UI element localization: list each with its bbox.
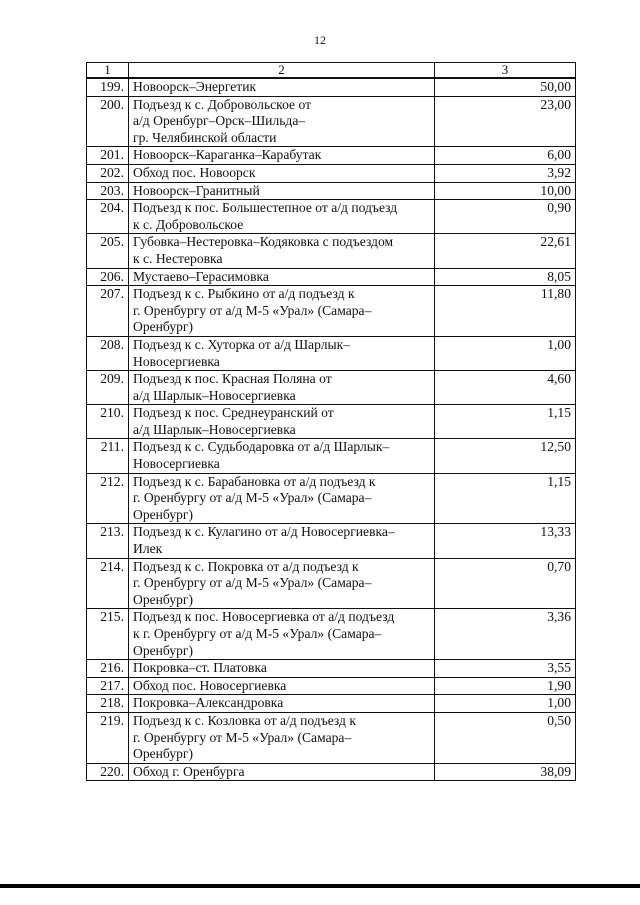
road-name-line: Новосергиевка bbox=[133, 456, 220, 472]
row-number: 219. bbox=[87, 712, 129, 763]
road-name-line: Подъезд к с. Рыбкино от а/д подъезд к bbox=[133, 286, 355, 302]
road-name-line: Новоорск–Гранитный bbox=[133, 182, 260, 198]
road-name bbox=[129, 763, 435, 781]
road-length: 3,92 bbox=[435, 164, 576, 182]
table-row bbox=[87, 96, 576, 147]
road-name-line: а/д Шарлык–Новосергиевка bbox=[133, 387, 296, 403]
row-number: 216. bbox=[87, 660, 129, 678]
table-row bbox=[87, 439, 576, 473]
road-name-line: Подъезд к пос. Среднеуранский от bbox=[133, 405, 334, 421]
road-name bbox=[129, 164, 435, 182]
road-name bbox=[129, 695, 435, 713]
row-number: 218. bbox=[87, 695, 129, 713]
row-number: 212. bbox=[87, 473, 129, 524]
road-length: 13,33 bbox=[435, 524, 576, 558]
table-row bbox=[87, 695, 576, 713]
row-number: 220. bbox=[87, 763, 129, 781]
row-number: 200. bbox=[87, 96, 129, 147]
road-name bbox=[129, 286, 435, 337]
table-row bbox=[87, 405, 576, 439]
road-name-line: г. Оренбургу от а/д М-5 «Урал» (Самара– bbox=[133, 575, 372, 591]
road-name-line: Подъезд к пос. Красная Поляна от bbox=[133, 371, 332, 387]
road-name-line: Оренбург) bbox=[133, 506, 194, 522]
road-length: 0,50 bbox=[435, 712, 576, 763]
row-number: 210. bbox=[87, 405, 129, 439]
table-row bbox=[87, 200, 576, 234]
row-number: 201. bbox=[87, 147, 129, 165]
header-col-name: 2 bbox=[129, 63, 435, 79]
table-row bbox=[87, 336, 576, 370]
road-name bbox=[129, 473, 435, 524]
table-row bbox=[87, 182, 576, 200]
road-length: 3,55 bbox=[435, 660, 576, 678]
road-name-line: г. Оренбургу от М-5 «Урал» (Самара– bbox=[133, 729, 352, 745]
page-number: 12 bbox=[314, 33, 326, 47]
road-name-line: г. Оренбургу от а/д М-5 «Урал» (Самара– bbox=[133, 302, 372, 318]
road-name-line: Губовка–Нестеровка–Кодяковка с подъездом bbox=[133, 234, 394, 250]
table-row bbox=[87, 558, 576, 609]
road-name-line: Покровка–Александровка bbox=[133, 695, 284, 711]
road-name bbox=[129, 182, 435, 200]
row-number: 207. bbox=[87, 286, 129, 337]
road-name-line: Подъезд к пос. Новосергиевка от а/д подъезд bbox=[133, 609, 395, 625]
table-row bbox=[87, 164, 576, 182]
table-row bbox=[87, 268, 576, 286]
table-row bbox=[87, 234, 576, 268]
road-name bbox=[129, 200, 435, 234]
table-row bbox=[87, 609, 576, 660]
road-name bbox=[129, 558, 435, 609]
road-name-line: Подъезд к с. Хуторка от а/д Шарлык– bbox=[133, 336, 351, 352]
road-name-line: Покровка–ст. Платовка bbox=[133, 660, 267, 676]
road-length: 22,61 bbox=[435, 234, 576, 268]
header-row bbox=[87, 63, 576, 79]
road-length: 10,00 bbox=[435, 182, 576, 200]
road-name bbox=[129, 147, 435, 165]
road-name bbox=[129, 234, 435, 268]
row-number: 215. bbox=[87, 609, 129, 660]
road-name bbox=[129, 609, 435, 660]
road-name bbox=[129, 336, 435, 370]
road-length: 1,15 bbox=[435, 405, 576, 439]
road-length: 50,00 bbox=[435, 78, 576, 96]
row-number: 217. bbox=[87, 677, 129, 695]
table-row bbox=[87, 712, 576, 763]
road-length: 11,80 bbox=[435, 286, 576, 337]
road-length: 6,00 bbox=[435, 147, 576, 165]
road-name-line: к с. Добровольское bbox=[133, 216, 244, 232]
road-length: 8,05 bbox=[435, 268, 576, 286]
row-number: 213. bbox=[87, 524, 129, 558]
road-name bbox=[129, 371, 435, 405]
table-body bbox=[87, 78, 576, 781]
road-name-line: Оренбург) bbox=[133, 319, 194, 335]
road-name-line: Обход пос. Новосергиевка bbox=[133, 677, 287, 693]
row-number: 203. bbox=[87, 182, 129, 200]
road-length: 0,70 bbox=[435, 558, 576, 609]
road-length: 1,00 bbox=[435, 695, 576, 713]
road-name bbox=[129, 677, 435, 695]
row-number: 214. bbox=[87, 558, 129, 609]
road-name-line: к с. Нестеровка bbox=[133, 250, 223, 266]
road-name-line: Подъезд к с. Барабановка от а/д подъезд к bbox=[133, 473, 376, 489]
roads-table bbox=[86, 62, 576, 781]
road-name-line: а/д Шарлык–Новосергиевка bbox=[133, 421, 296, 437]
row-number: 204. bbox=[87, 200, 129, 234]
road-name-line: Обход г. Оренбурга bbox=[133, 763, 245, 779]
road-name-line: Новосергиевка bbox=[133, 353, 220, 369]
road-length: 23,00 bbox=[435, 96, 576, 147]
table-row bbox=[87, 524, 576, 558]
road-name bbox=[129, 405, 435, 439]
table-row bbox=[87, 660, 576, 678]
table-row bbox=[87, 763, 576, 781]
road-length: 0,90 bbox=[435, 200, 576, 234]
road-name-line: Обход пос. Новоорск bbox=[133, 164, 256, 180]
road-length: 1,90 bbox=[435, 677, 576, 695]
road-name-line: Оренбург) bbox=[133, 642, 194, 658]
row-number: 211. bbox=[87, 439, 129, 473]
row-number: 202. bbox=[87, 164, 129, 182]
road-name-line: Мустаево–Герасимовка bbox=[133, 268, 269, 284]
road-name bbox=[129, 660, 435, 678]
road-name bbox=[129, 439, 435, 473]
road-name-line: Подъезд к пос. Большестепное от а/д подъезд bbox=[133, 200, 398, 216]
road-name bbox=[129, 712, 435, 763]
road-name-line: Новоорск–Энергетик bbox=[133, 79, 257, 94]
row-number: 208. bbox=[87, 336, 129, 370]
road-name-line: а/д Оренбург–Орск–Шильда– bbox=[133, 113, 306, 129]
road-name bbox=[129, 268, 435, 286]
road-name bbox=[129, 524, 435, 558]
table-row bbox=[87, 147, 576, 165]
road-name-line: Подъезд к с. Кулагино от а/д Новосергиевка– bbox=[133, 524, 395, 540]
road-name-line: Подъезд к с. Добровольское от bbox=[133, 96, 312, 112]
road-name-line: Подъезд к с. Судьбодаровка от а/д Шарлык– bbox=[133, 439, 390, 455]
road-name-line: Илек bbox=[133, 541, 163, 557]
road-name-line: Подъезд к с. Покровка от а/д подъезд к bbox=[133, 558, 359, 574]
table-row bbox=[87, 677, 576, 695]
row-number: 205. bbox=[87, 234, 129, 268]
road-name-line: Новоорск–Караганка–Карабутак bbox=[133, 147, 322, 163]
row-number: 199. bbox=[87, 78, 129, 96]
road-name-line: Оренбург) bbox=[133, 591, 194, 607]
row-number: 209. bbox=[87, 371, 129, 405]
road-name-line: Подъезд к с. Козловка от а/д подъезд к bbox=[133, 712, 356, 728]
row-number: 206. bbox=[87, 268, 129, 286]
table-row bbox=[87, 286, 576, 337]
table-header bbox=[87, 63, 576, 79]
bottom-rule bbox=[0, 884, 640, 888]
road-length: 3,36 bbox=[435, 609, 576, 660]
road-name bbox=[129, 96, 435, 147]
table-row bbox=[87, 78, 576, 96]
road-name-line: Оренбург) bbox=[133, 746, 194, 762]
road-length: 1,00 bbox=[435, 336, 576, 370]
table-row bbox=[87, 371, 576, 405]
table-row bbox=[87, 473, 576, 524]
header-col-length: 3 bbox=[435, 63, 576, 79]
road-length: 4,60 bbox=[435, 371, 576, 405]
road-length: 38,09 bbox=[435, 763, 576, 781]
header-col-number: 1 bbox=[87, 63, 129, 79]
road-length: 1,15 bbox=[435, 473, 576, 524]
road-name-line: г. Оренбургу от а/д М-5 «Урал» (Самара– bbox=[133, 490, 372, 506]
road-name-line: к г. Оренбургу от а/д М-5 «Урал» (Самара– bbox=[133, 626, 382, 641]
road-name-line: гр. Челябинской области bbox=[133, 129, 277, 145]
road-name bbox=[129, 78, 435, 96]
road-length: 12,50 bbox=[435, 439, 576, 473]
